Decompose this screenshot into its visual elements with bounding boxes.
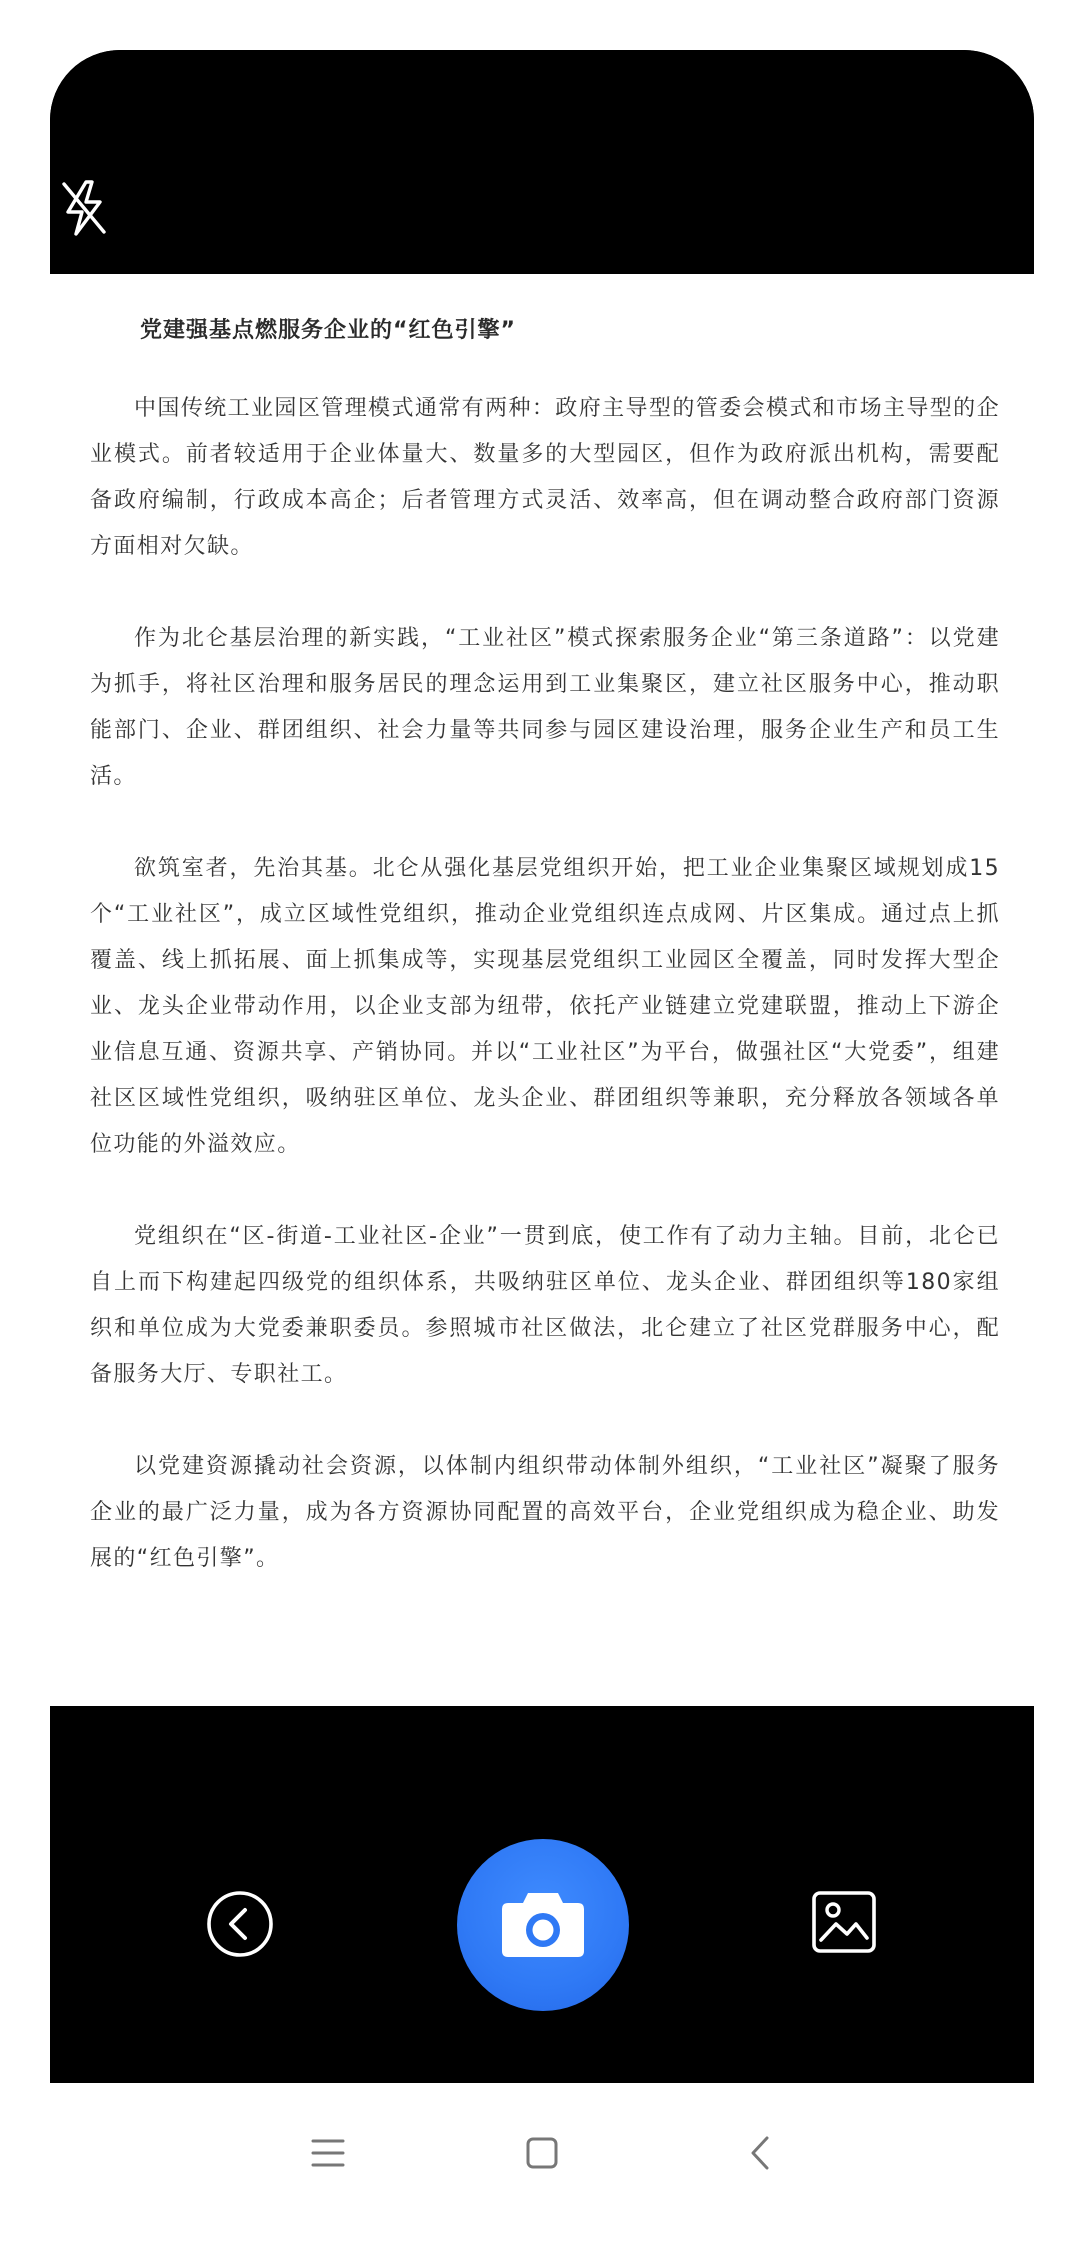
back-circle-icon[interactable]: [206, 1890, 274, 1958]
document-paragraph: 欲筑室者，先治其基。北仑从强化基层党组织开始，把工业企业集聚区域规划成15个“工业社区”，成立区域性党组织，推动企业党组织连点成网、片区集成。通过点上抓覆盖、线上抓拓展、面上抓集成等，实现基层党组织工业园区全覆盖，同时发挥大型企业、龙头企业带动作用，以企业支部为纽带，依托产业链建立党建联盟，推动上下游企业信息互通、资源共享、产销协同。并以“工业社区”为平台，做强社区“大党委”，组建社区区域性党组织，吸纳驻区单位、龙头企业、群团组织等兼职，充分释放各领域各单位功能的外溢效应。: [90, 856, 1000, 1157]
menu-icon[interactable]: [303, 2128, 353, 2178]
flash-off-icon[interactable]: [56, 176, 112, 240]
scanned-document: [50, 274, 1034, 1706]
document-paragraph: 中国传统工业园区管理模式通常有两种：政府主导型的管委会模式和市场主导型的企业模式。前者较适用于企业体量大、数量多的大型园区，但作为政府派出机构，需要配备政府编制，行政成本高企；后者管理方式灵活、效率高，但在调动整合政府部门资源方面相对欠缺。: [90, 396, 1000, 559]
document-paragraph: 作为北仑基层治理的新实践，“工业社区”模式探索服务企业“第三条道路”：以党建为抓手，将社区治理和服务居民的理念运用到工业集聚区，建立社区服务中心，推动职能部门、企业、群团组织、社会力量等共同参与园区建设治理，服务企业生产和员工生活。: [90, 626, 1000, 789]
camera-preview-frame: [50, 50, 1034, 2083]
nav-back-icon[interactable]: [736, 2128, 786, 2178]
camera-icon: [500, 1885, 586, 1961]
camera-top-bar: [50, 50, 1034, 274]
system-nav-bar: [0, 2083, 1080, 2246]
gallery-icon[interactable]: [811, 1890, 877, 1954]
document-paragraph: 党组织在“区-街道-工业社区-企业”一贯到底，使工作有了动力主轴。目前，北仑已自上而下构建起四级党的组织体系，共吸纳驻区单位、龙头企业、群团组织等180家组织和单位成为大党委兼职委员。参照城市社区做法，北仑建立了社区党群服务中心，配备服务大厅、专职社工。: [90, 1224, 1000, 1387]
camera-controls: [50, 1706, 1034, 2083]
shutter-button[interactable]: [457, 1839, 629, 2011]
home-icon[interactable]: [517, 2128, 567, 2178]
document-title: 党建强基点燃服务企业的“红色引擎”: [140, 318, 516, 343]
document-paragraph: 以党建资源撬动社会资源，以体制内组织带动体制外组织，“工业社区”凝聚了服务企业的最广泛力量，成为各方资源协同配置的高效平台，企业党组织成为稳企业、助发展的“红色引擎”。: [90, 1454, 1000, 1571]
